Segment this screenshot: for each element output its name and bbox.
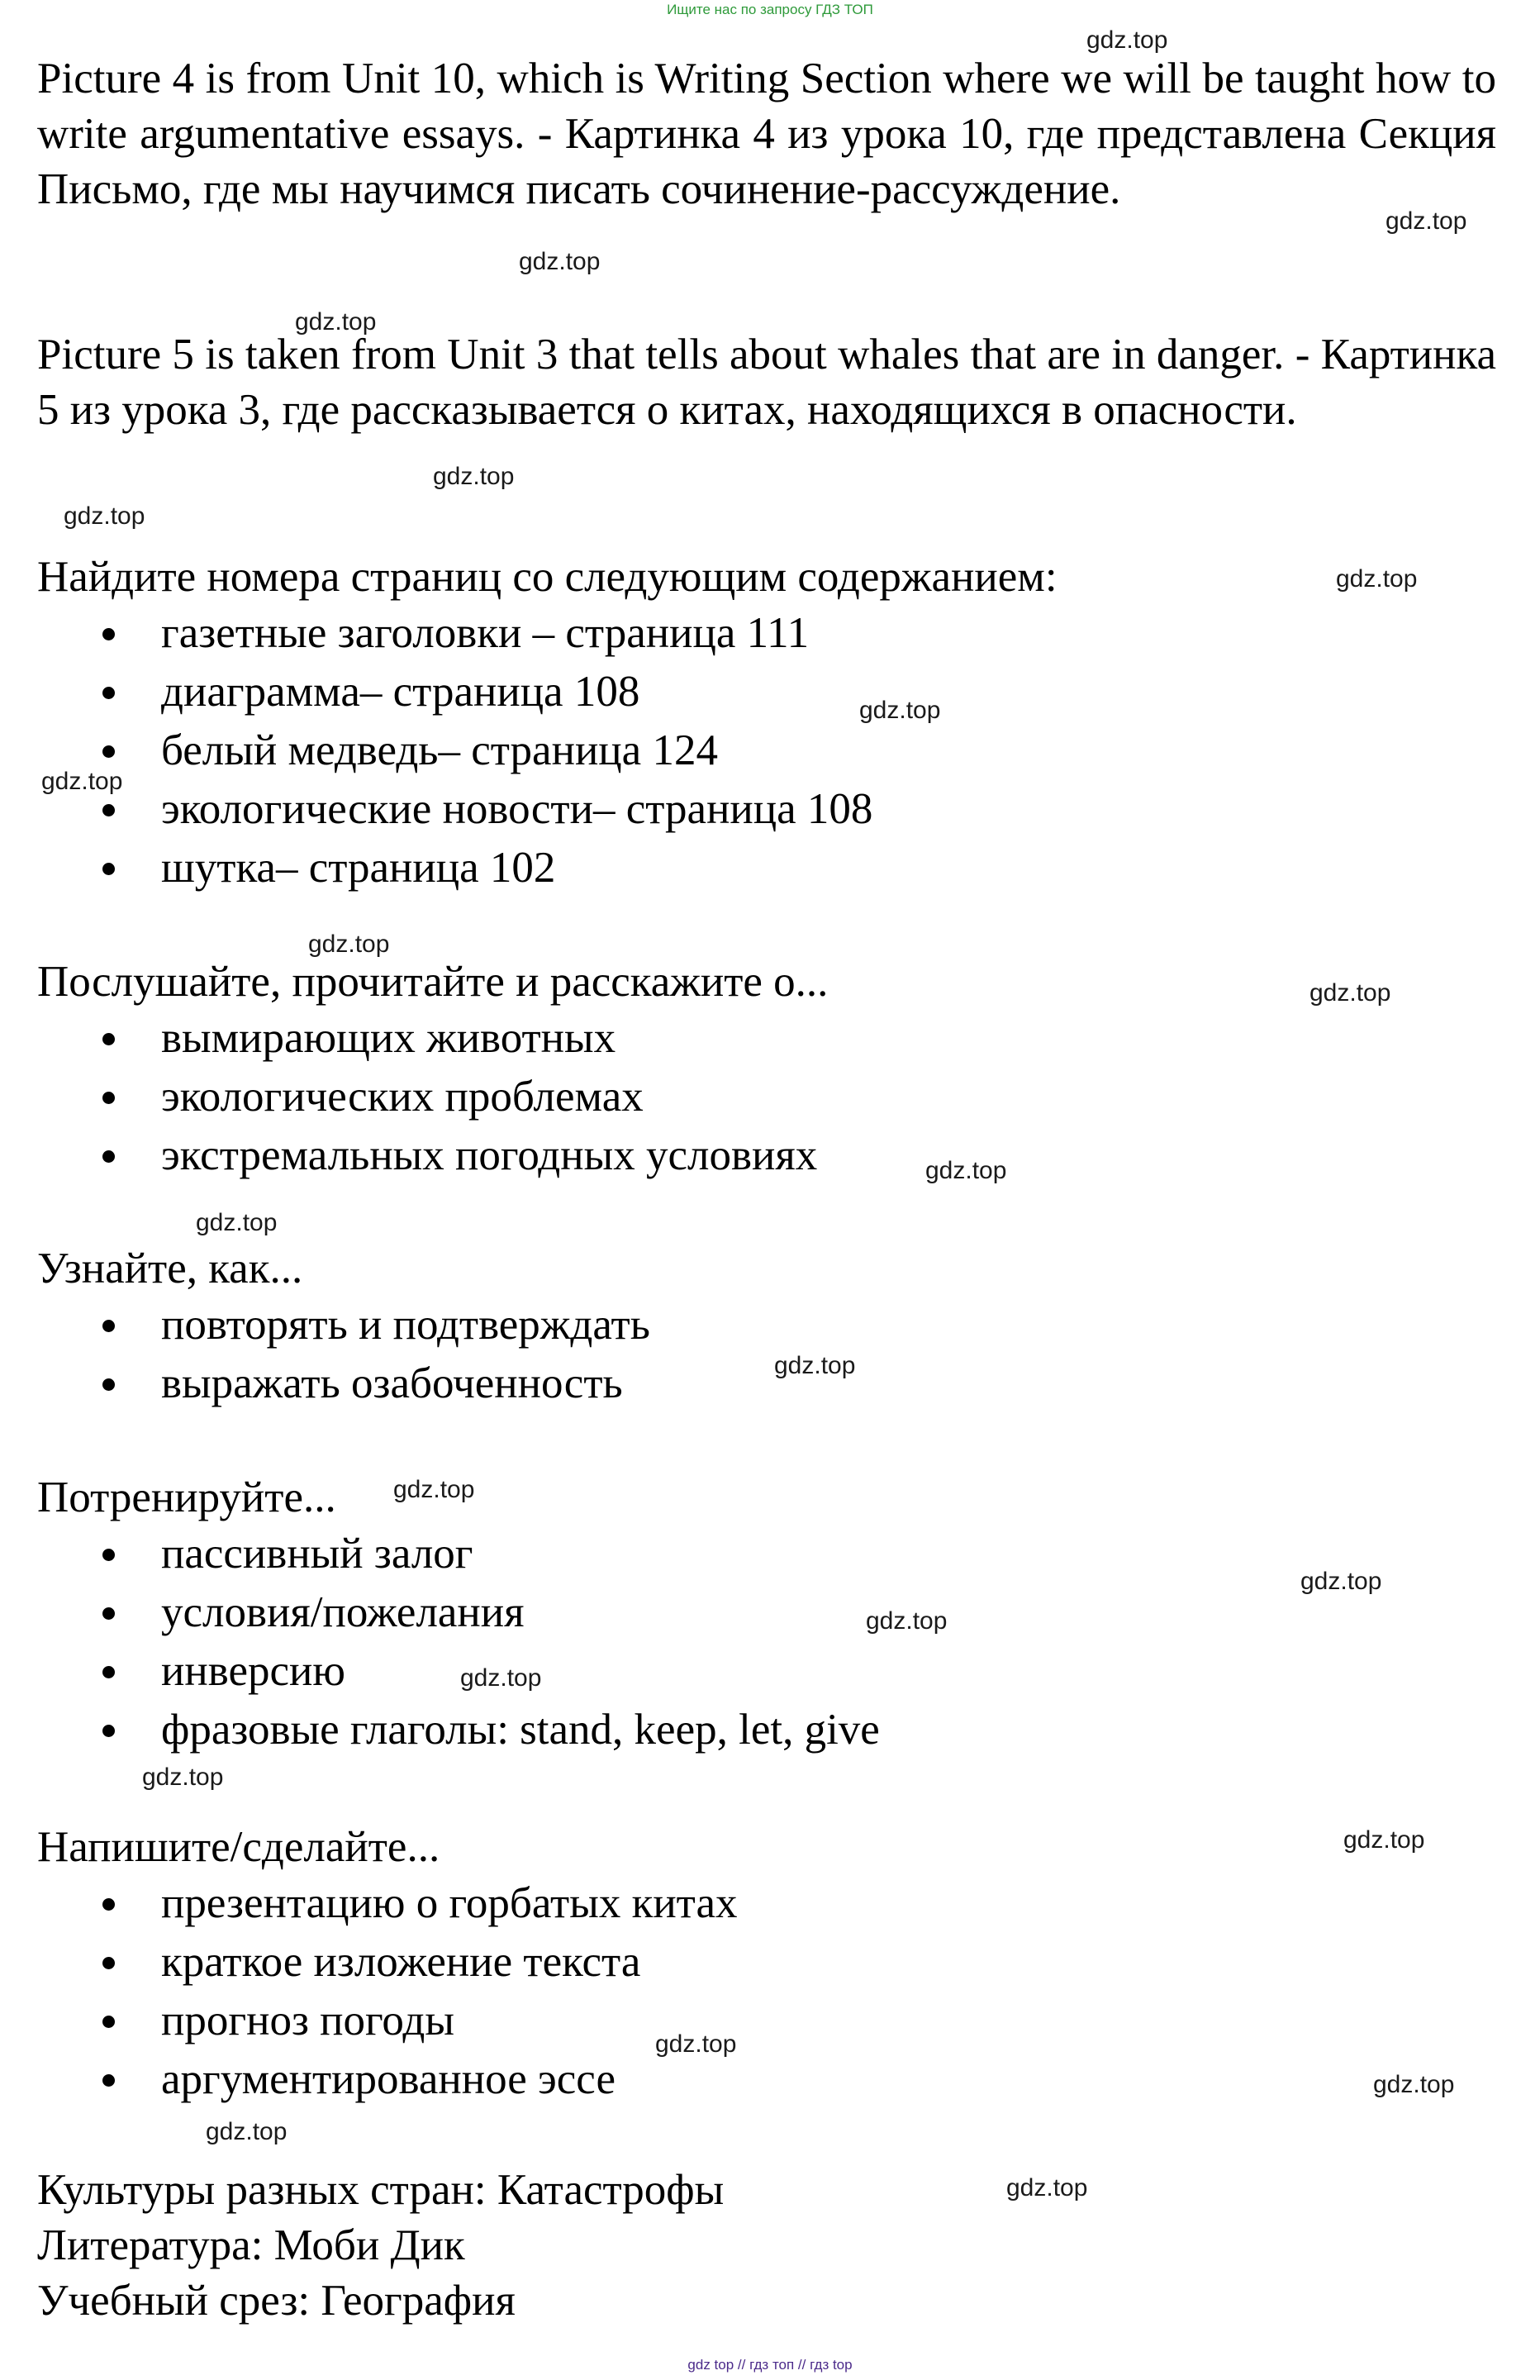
watermark: gdz.top	[460, 1664, 542, 1692]
watermark: gdz.top	[64, 502, 145, 530]
bullet	[102, 804, 115, 816]
bullet	[102, 1607, 115, 1620]
learn-list	[0, 1296, 650, 1413]
footer-links[interactable]: gdz top // гдз топ // гдз top	[687, 2357, 853, 2373]
watermark: gdz.top	[655, 2030, 737, 2058]
bullet	[102, 1320, 115, 1332]
watermark: gdz.top	[142, 1764, 224, 1791]
list-item: диаграмма– страница 108	[0, 663, 872, 721]
list-item: экстремальных погодных условиях	[0, 1126, 817, 1185]
bullet	[102, 1957, 115, 1969]
watermark: gdz.top	[1309, 979, 1391, 1007]
list-item: презентацию о горбатых китах	[0, 1874, 738, 1933]
watermark: gdz.top	[1336, 565, 1418, 593]
bullet	[102, 628, 115, 640]
pages-list	[0, 604, 872, 897]
list-item: условия/пожелания	[0, 1583, 880, 1642]
listen-heading: Послушайте, прочитайте и расскажите о...	[37, 958, 829, 1006]
watermark: gdz.top	[774, 1352, 856, 1379]
curricular-line: Учебный срез: География	[37, 2277, 516, 2325]
bullet	[102, 1092, 115, 1104]
watermark: gdz.top	[1373, 2071, 1455, 2098]
bullet	[102, 1898, 115, 1911]
list-item: аргументированное эссе	[0, 2050, 738, 2109]
list-item: газетные заголовки – страница 111	[0, 604, 872, 663]
bullet	[102, 1033, 115, 1045]
watermark: gdz.top	[295, 308, 377, 336]
list-item: повторять и подтверждать	[0, 1296, 650, 1354]
watermark: gdz.top	[859, 697, 941, 724]
watermark: gdz.top	[41, 768, 123, 795]
watermark: gdz.top	[925, 1157, 1007, 1184]
bullet	[102, 687, 115, 699]
search-hint-link[interactable]: Ищите нас по запросу ГДЗ ТОП	[667, 2, 873, 17]
list-item: пассивный залог	[0, 1525, 880, 1583]
list-item: прогноз погоды	[0, 1992, 738, 2050]
watermark: gdz.top	[206, 2118, 288, 2145]
bullet	[102, 1150, 115, 1163]
bullet	[102, 2074, 115, 2087]
list-item: выражать озабоченность	[0, 1354, 650, 1413]
write-heading: Напишите/сделайте...	[37, 1823, 440, 1871]
bullet	[102, 1725, 115, 1737]
practice-list	[0, 1525, 880, 1759]
practice-heading: Потренируйте...	[37, 1473, 336, 1521]
picture5-paragraph: Picture 5 is taken from Unit 3 that tells about whales that are in danger. - Картинка 5 из урока 3, где рассказывается о китах, находящихся в опасности.	[37, 331, 1496, 434]
watermark: gdz.top	[433, 463, 515, 490]
learn-heading: Узнайте, как...	[37, 1245, 303, 1292]
list-item: фразовые глаголы: stand, keep, let, give	[0, 1701, 880, 1759]
watermark: gdz.top	[308, 931, 390, 958]
write-list	[0, 1874, 738, 2109]
bullet	[102, 1549, 115, 1561]
watermark: gdz.top	[1006, 2174, 1088, 2202]
bullet	[102, 1666, 115, 1678]
list-item: шутка– страница 102	[0, 839, 872, 897]
picture4-paragraph: Picture 4 is from Unit 10, which is Writing Section where we will be taught how to write argumentative essays. - Картинка 4 из урока 10, где представлена Секция Письмо, где мы научимся писать сочинение-рассуждение.	[37, 55, 1496, 213]
watermark: gdz.top	[1300, 1568, 1382, 1595]
listen-list	[0, 1009, 817, 1185]
bullet	[102, 1378, 115, 1391]
watermark: gdz.top	[393, 1476, 475, 1503]
watermark: gdz.top	[1086, 26, 1168, 54]
watermark: gdz.top	[866, 1607, 948, 1635]
tail-block	[37, 2163, 724, 2329]
bullet	[102, 863, 115, 875]
pages-heading: Найдите номера страниц со следующим содержанием:	[37, 553, 1058, 601]
list-item: краткое изложение текста	[0, 1933, 738, 1992]
bullet	[102, 745, 115, 758]
watermark: gdz.top	[1386, 207, 1467, 235]
list-item: экологических проблемах	[0, 1068, 817, 1126]
watermark: gdz.top	[196, 1209, 278, 1236]
list-item: экологические новости– страница 108	[0, 780, 872, 839]
watermark: gdz.top	[1343, 1826, 1425, 1854]
list-item: инверсию	[0, 1642, 880, 1701]
culture-line: Культуры разных стран: Катастрофы	[37, 2166, 725, 2214]
bullet	[102, 2016, 115, 2028]
literature-line: Литература: Моби Дик	[37, 2221, 465, 2269]
list-item: белый медведь– страница 124	[0, 721, 872, 780]
list-item: вымирающих животных	[0, 1009, 817, 1068]
watermark: gdz.top	[519, 248, 601, 275]
